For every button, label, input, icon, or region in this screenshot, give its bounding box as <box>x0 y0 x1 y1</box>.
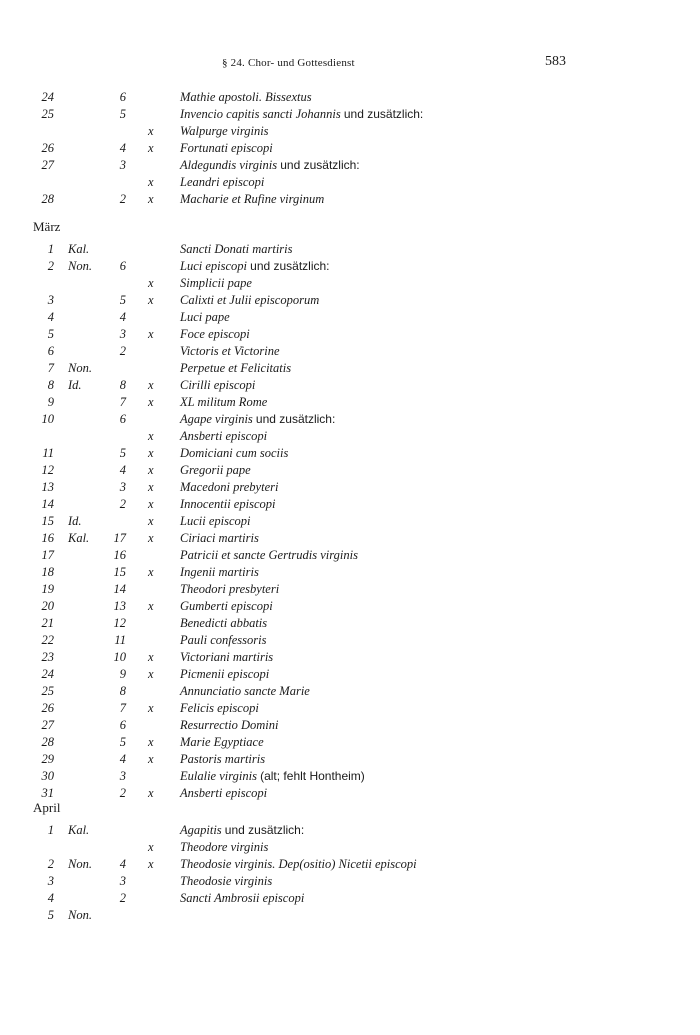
addition-mark: x <box>148 429 154 443</box>
feast-entry <box>180 856 417 873</box>
addition-mark: x <box>148 650 154 664</box>
saint-name: Pastoris martiris <box>180 752 266 766</box>
day-number: 27 <box>41 718 54 732</box>
day-count: 17 <box>113 531 126 545</box>
saint-name: Domiciani cum sociis <box>180 446 289 460</box>
saint-name: Innocentii episcopi <box>180 497 276 511</box>
calendar-row <box>0 479 700 496</box>
day-count: 6 <box>119 412 126 426</box>
day-number: 6 <box>47 344 54 358</box>
calendar-row <box>0 377 700 394</box>
addition-mark: x <box>148 565 154 579</box>
entry-note: (alt; fehlt Hontheim) <box>260 769 365 783</box>
calendar-row <box>0 445 700 462</box>
saint-name: Leandri episcopi <box>180 175 265 189</box>
saint-name: Ansberti episcopi <box>180 786 268 800</box>
day-number: 4 <box>47 310 54 324</box>
day-number: 27 <box>41 158 54 172</box>
calendar-row <box>0 907 700 924</box>
day-number: 15 <box>41 514 54 528</box>
feast-entry <box>180 666 269 683</box>
feast-entry <box>180 360 291 377</box>
day-count: 5 <box>119 107 126 121</box>
day-number: 29 <box>41 752 54 766</box>
day-count: 6 <box>119 718 126 732</box>
calendar-row <box>0 632 700 649</box>
day-number: 7 <box>47 361 54 375</box>
calendar-row <box>0 683 700 700</box>
saint-name: Patricii et sancte Gertrudis virginis <box>180 548 358 562</box>
feast-entry <box>180 890 304 907</box>
addition-mark: x <box>148 599 154 613</box>
saint-name: Theodore virginis <box>180 840 269 854</box>
day-number: 30 <box>41 769 54 783</box>
feast-entry <box>180 275 252 292</box>
feast-entry <box>180 428 267 445</box>
calendar-row <box>0 275 700 292</box>
roman-date-mark: Non. <box>68 908 92 922</box>
addition-mark: x <box>148 124 154 138</box>
day-count: 11 <box>114 633 126 647</box>
day-number: 20 <box>41 599 54 613</box>
feast-entry <box>180 292 319 309</box>
day-number: 19 <box>41 582 54 596</box>
feast-entry <box>180 839 268 856</box>
feast-entry <box>180 326 250 343</box>
saint-name: Marie Egyptiace <box>180 735 264 749</box>
saint-name: Macharie et Rufine virginum <box>180 192 325 206</box>
feast-entry <box>180 462 251 479</box>
entry-note: und zusätzlich: <box>280 158 360 172</box>
day-number: 31 <box>41 786 54 800</box>
feast-entry <box>180 309 230 326</box>
calendar-row <box>0 140 700 157</box>
day-count: 13 <box>113 599 126 613</box>
saint-name: Macedoni prebyteri <box>180 480 279 494</box>
roman-date-mark: Kal. <box>68 823 90 837</box>
addition-mark: x <box>148 497 154 511</box>
saint-name: Foce episcopi <box>180 327 250 341</box>
addition-mark: x <box>148 276 154 290</box>
day-count: 6 <box>119 90 126 104</box>
entry-note: und zusätzlich: <box>343 107 424 121</box>
roman-date-mark: Id. <box>68 378 82 392</box>
feast-entry <box>180 343 280 360</box>
calendar-row <box>0 890 700 907</box>
day-number: 1 <box>47 242 54 256</box>
day-number: 16 <box>41 531 54 545</box>
feast-entry <box>180 89 312 106</box>
calendar-row <box>0 700 700 717</box>
day-count: 9 <box>119 667 126 681</box>
saint-name: Theodosie virginis <box>180 874 273 888</box>
roman-date-mark: Id. <box>68 514 82 528</box>
calendar-row <box>0 839 700 856</box>
calendar-row <box>0 157 700 174</box>
feast-entry <box>180 632 266 649</box>
day-count: 5 <box>119 446 126 460</box>
calendar-row <box>0 873 700 890</box>
saint-name: Sancti Ambrosii episcopi <box>180 891 305 905</box>
saint-name: Gregorii pape <box>180 463 251 477</box>
day-number: 13 <box>41 480 54 494</box>
day-count: 4 <box>119 752 126 766</box>
calendar-row <box>0 394 700 411</box>
calendar-row <box>0 856 700 873</box>
calendar-row <box>0 258 700 275</box>
saint-name: Calixti et Julii episcoporum <box>180 293 320 307</box>
feast-entry <box>180 479 278 496</box>
day-count: 2 <box>119 891 126 905</box>
day-number: 3 <box>47 874 54 888</box>
day-number: 18 <box>41 565 54 579</box>
addition-mark: x <box>148 175 154 189</box>
calendar-row <box>0 462 700 479</box>
day-count: 3 <box>119 480 126 494</box>
calendar-row <box>0 513 700 530</box>
saint-name: Pauli confessoris <box>180 633 267 647</box>
feast-entry <box>180 191 324 208</box>
feast-entry <box>180 564 259 581</box>
feast-entry <box>180 615 267 632</box>
calendar-row <box>0 106 700 123</box>
calendar-row <box>0 241 700 258</box>
feast-entry <box>180 751 265 768</box>
saint-name: Mathie apostoli. Bissextus <box>180 90 312 104</box>
calendar-row <box>0 360 700 377</box>
entry-note: und zusätzlich: <box>250 259 330 273</box>
feast-entry <box>180 174 264 191</box>
day-count: 3 <box>119 327 126 341</box>
feast-entry <box>180 822 304 839</box>
day-number: 23 <box>41 650 54 664</box>
month-heading: März <box>33 219 61 234</box>
day-count: 5 <box>119 293 126 307</box>
day-number: 26 <box>41 701 54 715</box>
calendar-row <box>0 343 700 360</box>
day-number: 24 <box>41 90 54 104</box>
addition-mark: x <box>148 701 154 715</box>
calendar-row <box>0 598 700 615</box>
calendar-row <box>0 428 700 445</box>
calendar-row <box>0 649 700 666</box>
addition-mark: x <box>148 840 154 854</box>
saint-name: Victoriani martiris <box>180 650 274 664</box>
calendar-row <box>0 174 700 191</box>
saint-name: Ansberti episcopi <box>180 429 268 443</box>
day-number: 2 <box>47 259 54 273</box>
feast-entry <box>180 717 278 734</box>
saint-name: Victoris et Victorine <box>180 344 280 358</box>
day-count: 4 <box>119 310 126 324</box>
day-number: 25 <box>41 684 54 698</box>
feast-entry <box>180 873 272 890</box>
day-number: 4 <box>47 891 54 905</box>
saint-name: Walpurge virginis <box>180 124 269 138</box>
day-number: 11 <box>42 446 54 460</box>
day-number: 21 <box>41 616 54 630</box>
page-number: 583 <box>545 54 566 69</box>
day-count: 7 <box>119 701 126 715</box>
feast-entry <box>180 241 293 258</box>
feast-entry <box>180 140 273 157</box>
calendar-row <box>0 530 700 547</box>
addition-mark: x <box>148 667 154 681</box>
day-number: 1 <box>47 823 54 837</box>
calendar-row <box>0 666 700 683</box>
month-heading: April <box>33 800 61 815</box>
day-number: 10 <box>41 412 54 426</box>
day-count: 12 <box>113 616 126 630</box>
feast-entry <box>180 445 288 462</box>
saint-name: Resurrectio Domini <box>180 718 279 732</box>
day-number: 3 <box>47 293 54 307</box>
saint-name: Aldegundis virginis <box>180 158 278 172</box>
addition-mark: x <box>148 531 154 545</box>
calendar-row <box>0 581 700 598</box>
day-count: 2 <box>119 497 126 511</box>
saint-name: Sancti Donati martiris <box>180 242 293 256</box>
saint-name: Agape virginis <box>180 412 253 426</box>
day-count: 3 <box>119 769 126 783</box>
feast-entry <box>180 785 267 802</box>
day-number: 14 <box>41 497 54 511</box>
day-number: 26 <box>41 141 54 155</box>
calendar-row <box>0 89 700 106</box>
saint-name: Invencio capitis sancti Johannis <box>180 107 341 121</box>
saint-name: Gumberti episcopi <box>180 599 273 613</box>
day-count: 2 <box>119 192 126 206</box>
feast-entry <box>180 598 273 615</box>
feast-entry <box>180 700 259 717</box>
day-count: 8 <box>119 378 126 392</box>
saint-name: Ingenii martiris <box>180 565 259 579</box>
roman-date-mark: Kal. <box>68 242 90 256</box>
addition-mark: x <box>148 752 154 766</box>
addition-mark: x <box>148 480 154 494</box>
day-number: 8 <box>47 378 54 392</box>
day-number: 22 <box>41 633 54 647</box>
calendar-row <box>0 822 700 839</box>
feast-entry <box>180 106 423 123</box>
feast-entry <box>180 411 335 428</box>
feast-entry <box>180 649 273 666</box>
day-count: 4 <box>119 463 126 477</box>
calendar-row <box>0 309 700 326</box>
calendar-row <box>0 717 700 734</box>
calendar-row <box>0 292 700 309</box>
roman-date-mark: Non. <box>68 361 92 375</box>
saint-name: Eulalie virginis <box>180 769 257 783</box>
day-number: 25 <box>41 107 54 121</box>
day-count: 2 <box>119 344 126 358</box>
roman-date-mark: Non. <box>68 857 92 871</box>
addition-mark: x <box>148 378 154 392</box>
page-header <box>0 54 700 74</box>
calendar-row <box>0 411 700 428</box>
saint-name: Annunciatio sancte Marie <box>180 684 310 698</box>
day-number: 5 <box>47 908 54 922</box>
saint-name: Cirilli episcopi <box>180 378 256 392</box>
saint-name: Agapitis <box>180 823 222 837</box>
running-title: § 24. Chor- und Gottesdienst <box>222 57 355 69</box>
addition-mark: x <box>148 446 154 460</box>
day-count: 5 <box>119 735 126 749</box>
roman-date-mark: Non. <box>68 259 92 273</box>
saint-name: Theodori presbyteri <box>180 582 280 596</box>
addition-mark: x <box>148 327 154 341</box>
calendar-row <box>0 496 700 513</box>
calendar-row <box>0 768 700 785</box>
day-count: 7 <box>119 395 126 409</box>
addition-mark: x <box>148 293 154 307</box>
calendar-row <box>0 751 700 768</box>
day-count: 8 <box>119 684 126 698</box>
day-number: 24 <box>41 667 54 681</box>
calendar-row <box>0 191 700 208</box>
saint-name: Felicis episcopi <box>180 701 259 715</box>
addition-mark: x <box>148 786 154 800</box>
day-number: 28 <box>41 735 54 749</box>
addition-mark: x <box>148 192 154 206</box>
saint-name: Theodosie virginis. Dep(ositio) Nicetii episcopi <box>180 857 417 871</box>
day-count: 14 <box>113 582 126 596</box>
day-count: 2 <box>119 786 126 800</box>
feast-entry <box>180 683 310 700</box>
addition-mark: x <box>148 463 154 477</box>
saint-name: Luci episcopi <box>180 259 248 273</box>
day-count: 3 <box>119 158 126 172</box>
feast-entry <box>180 547 358 564</box>
day-number: 2 <box>47 857 54 871</box>
feast-entry <box>180 513 250 530</box>
feast-entry <box>180 394 267 411</box>
day-number: 28 <box>41 192 54 206</box>
calendar-row <box>0 734 700 751</box>
addition-mark: x <box>148 514 154 528</box>
day-number: 5 <box>47 327 54 341</box>
saint-name: Ciriaci martiris <box>180 531 259 545</box>
feast-entry <box>180 496 275 513</box>
entry-note: und zusätzlich: <box>224 823 305 837</box>
day-count: 4 <box>119 857 126 871</box>
calendar-row <box>0 785 700 802</box>
calendar-row <box>0 615 700 632</box>
entry-note: und zusätzlich: <box>255 412 336 426</box>
saint-name: XL militum Rome <box>180 395 268 409</box>
saint-name: Luci pape <box>180 310 230 324</box>
day-count: 15 <box>113 565 126 579</box>
saint-name: Perpetue et Felicitatis <box>180 361 292 375</box>
day-count: 4 <box>119 141 126 155</box>
feast-entry <box>180 377 255 394</box>
feast-entry <box>180 258 330 275</box>
saint-name: Benedicti abbatis <box>180 616 268 630</box>
calendar-row <box>0 547 700 564</box>
saint-name: Picmenii episcopi <box>180 667 270 681</box>
saint-name: Lucii episcopi <box>180 514 251 528</box>
day-count: 6 <box>119 259 126 273</box>
day-count: 16 <box>113 548 126 562</box>
addition-mark: x <box>148 395 154 409</box>
saint-name: Fortunati episcopi <box>180 141 273 155</box>
roman-date-mark: Kal. <box>68 531 90 545</box>
feast-entry <box>180 530 259 547</box>
feast-entry <box>180 157 360 174</box>
calendar-row <box>0 326 700 343</box>
addition-mark: x <box>148 735 154 749</box>
day-count: 10 <box>113 650 126 664</box>
saint-name: Simplicii pape <box>180 276 252 290</box>
addition-mark: x <box>148 857 154 871</box>
addition-mark: x <box>148 141 154 155</box>
feast-entry <box>180 768 365 785</box>
calendar-row <box>0 564 700 581</box>
day-number: 12 <box>41 463 54 477</box>
day-number: 17 <box>41 548 54 562</box>
day-count: 3 <box>119 874 126 888</box>
calendar-row <box>0 123 700 140</box>
feast-entry <box>180 123 269 140</box>
feast-entry <box>180 581 279 598</box>
day-number: 9 <box>47 395 54 409</box>
feast-entry <box>180 734 264 751</box>
